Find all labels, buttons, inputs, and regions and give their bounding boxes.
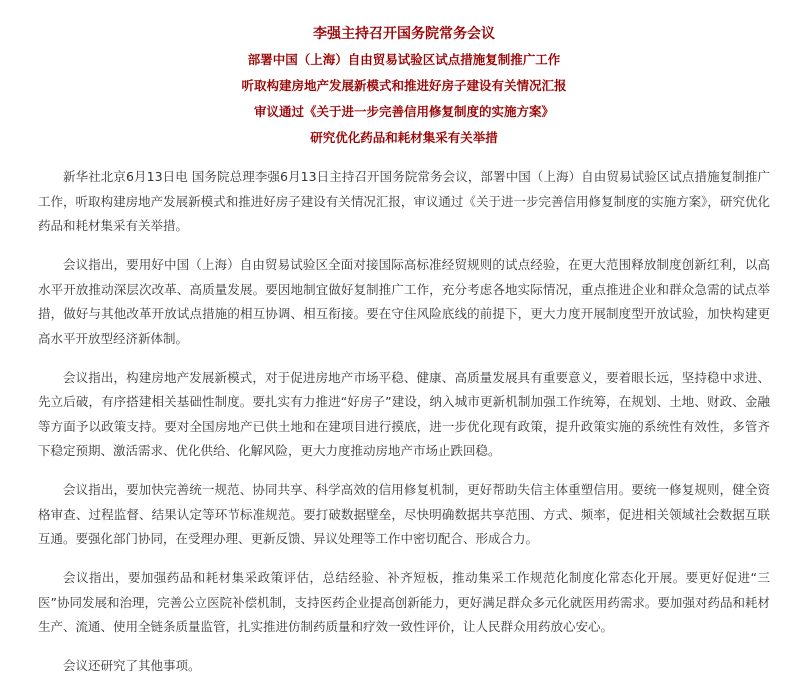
article-subtitle: 审议通过《关于进一步完善信用修复制度的实施方案》 xyxy=(253,104,554,119)
article-paragraph: 会议指出，要加强药品和耗材集采政策评估，总结经验、补齐短板，推动集采工作规范化制度化常态化开展。要更好促进“三医”协同发展和治理，完善公立医院补偿机制，支持医药企业提高创新能力，更好满足群众多元化就医用药需求。要加强对药品和耗材生产、流通、使用全链条质量监管，扎实推进仿制药质量和疗效一致性评价，让人民群众用药放心安心。 xyxy=(38,570,770,634)
article-subtitles xyxy=(38,47,770,151)
article-paragraph: 新华社北京6月13日电 国务院总理李强6月13日主持召开国务院常务会议，部署中国（上海）自由贸易试验区试点措施复制推广工作，听取构建房地产发展新模式和推进好房子建设有关情况汇报，审议通过《关于进一步完善信用修复制度的实施方案》，研究优化药品和耗材集采有关举措。 xyxy=(38,169,770,233)
article-subtitle: 研究优化药品和耗材集采有关举措 xyxy=(310,130,498,145)
article-headline: 李强主持召开国务院常务会议 xyxy=(313,26,495,42)
article-body xyxy=(38,165,770,679)
article-subtitle: 听取构建房地产发展新模式和推进好房子建设有关情况汇报 xyxy=(241,78,567,93)
article-paragraph: 会议指出，要加快完善统一规范、协同共享、科学高效的信用修复机制，更好帮助失信主体重塑信用。要统一修复规则，健全资格审查、过程监督、结果认定等环节标准规范。要打破数据壁垒，尽快明确数据共享范围、方式、频率，促进相关领域社会数据互联互通。要强化部门协同，在受理办理、更新反馈、异议处理等工作中密切配合、形成合力。 xyxy=(38,482,770,546)
article-paragraph: 会议指出，构建房地产发展新模式，对于促进房地产市场平稳、健康、高质量发展具有重要意义，要着眼长远，坚持稳中求进、先立后破，有序搭建相关基础性制度。要扎实有力推进“好房子”建设，纳入城市更新机制加强工作统筹，在规划、土地、财政、金融等方面予以政策支持。要对全国房地产已供土地和在建项目进行摸底，进一步优化现有政策，提升政策实施的系统性有效性，多管齐下稳定预期、激活需求、优化供给、化解风险，更大力度推动房地产市场止跌回稳。 xyxy=(38,369,770,458)
article-subtitle: 部署中国（上海）自由贸易试验区试点措施复制推广工作 xyxy=(247,52,561,67)
article-paragraph: 会议指出，要用好中国（上海）自由贸易试验区全面对接国际高标准经贸规则的试点经验，在更大范围释放制度创新红利，以高水平开放推动深层次改革、高质量发展。要因地制宜做好复制推广工作，充分考虑各地实际情况，重点推进企业和群众急需的试点举措，做好与其他改革开放试点措施的相互协调、相互衔接。要在守住风险底线的前提下，更大力度开展制度型开放试验，加快构建更高水平开放型经济新体制。 xyxy=(38,257,770,346)
article-paragraph: 会议还研究了其他事项。 xyxy=(63,658,201,673)
